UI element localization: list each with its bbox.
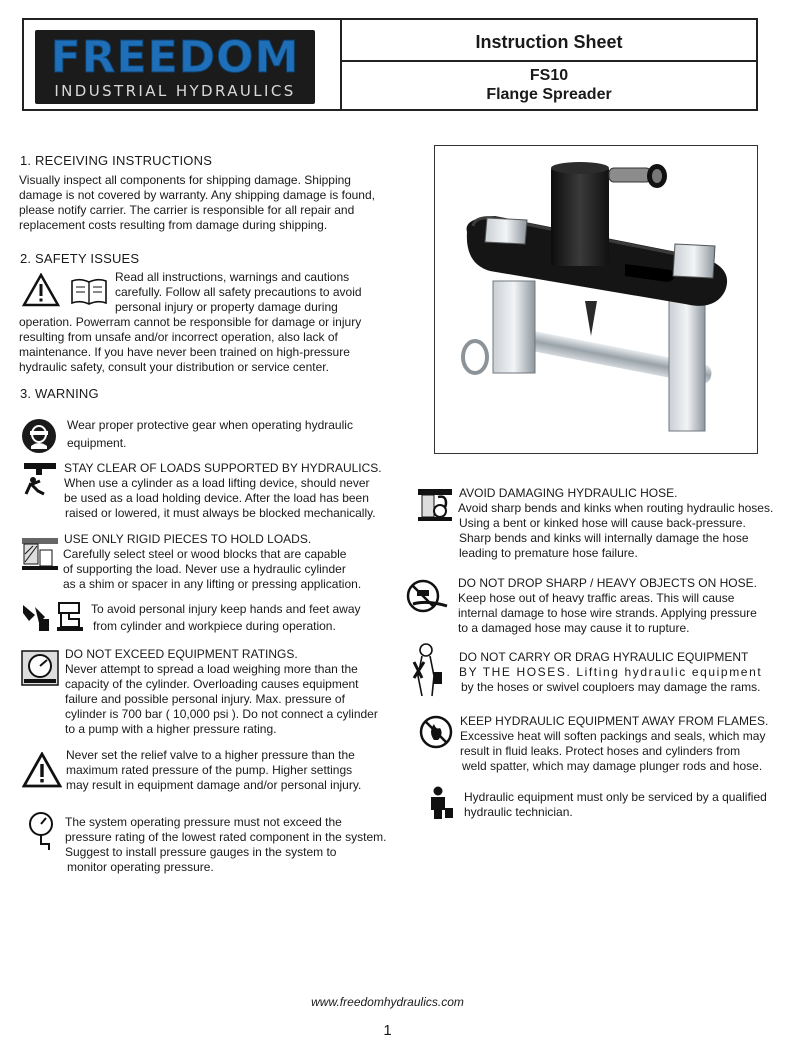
- product-photo: [434, 145, 758, 454]
- text-line: monitor operating pressure.: [67, 860, 214, 874]
- warning-title: USE ONLY RIGID PIECES TO HOLD LOADS.: [64, 532, 312, 546]
- text-line: may result in equipment damage and/or personal injury.: [66, 778, 362, 792]
- text-line: Never set the relief valve to a higher pressure than the: [66, 748, 355, 762]
- text-line: Never attempt to spread a load weighing more than the: [65, 662, 358, 676]
- product-name: Flange Spreader: [486, 86, 612, 103]
- text-line: by the hoses or swivel couploers may damage the rams.: [461, 680, 761, 694]
- page-number: 1: [383, 1022, 392, 1039]
- text-line: maintenance. If you have never been trained on high-pressure: [19, 345, 350, 359]
- receiving-paragraph: [19, 173, 419, 233]
- no-drop-objects-icon: [403, 578, 451, 614]
- text-line: hydraulic technician.: [464, 805, 573, 819]
- text-line: capacity of the cylinder. Overloading causes equipment: [65, 677, 359, 691]
- text-line: carefully. Follow all safety precautions to avoid: [115, 285, 362, 299]
- logo-wordmark: FREEDOM: [50, 32, 300, 83]
- text-line: replacement costs resulting from damage during shipping.: [19, 218, 328, 232]
- safety-paragraph-indented: [115, 270, 375, 315]
- text-line: Keep hose out of heavy traffic areas. This will cause: [458, 591, 735, 605]
- flange-spreader-illustration: [435, 146, 757, 453]
- text-line: to a damaged hose may cause it to rupture.: [458, 621, 690, 635]
- warning-qualified-technician: [464, 790, 794, 820]
- warning-title: DO NOT EXCEED EQUIPMENT RATINGS.: [65, 647, 298, 661]
- manual-book-icon: [70, 277, 108, 305]
- text-line: please notify carrier. The carrier is responsible for all repair and: [19, 203, 355, 217]
- warning-stay-clear: [64, 461, 404, 521]
- text-line: raised or lowered, it must always be blocked mechanically.: [65, 506, 376, 520]
- hand-crush-icon: [21, 599, 85, 633]
- section-heading-warning: 3. WARNING: [20, 386, 99, 401]
- warning-rigid-pieces: [63, 532, 413, 592]
- model-number: FS10: [529, 67, 569, 84]
- warning-title: DO NOT DROP SHARP / HEAVY OBJECTS ON HOSE.: [458, 576, 757, 590]
- company-logo: [35, 30, 315, 104]
- text-line: be used as a load holding device. After the load has been: [64, 491, 369, 505]
- text-line: operation. Powerram cannot be responsible for damage or injury: [19, 315, 362, 329]
- warning-system-pressure: [65, 815, 405, 875]
- warning-carry-hoses: [459, 650, 799, 695]
- text-line: of supporting the load. Never use a hydraulic cylinder: [63, 562, 346, 576]
- falling-load-icon: [22, 461, 58, 497]
- protective-gear-icon: [20, 418, 58, 454]
- footer-website-link[interactable]: www.freedomhydraulics.com: [311, 995, 464, 1009]
- caution-triangle-icon: [22, 752, 62, 788]
- text-line: hydraulic safety, consult your distribution or service center.: [19, 360, 329, 374]
- text-line: cylinder is 700 bar ( 10,000 psi ). Do not connect a cylinder: [65, 707, 378, 721]
- warning-flames: [460, 714, 800, 774]
- section-heading-receiving: 1. RECEIVING INSTRUCTIONS: [20, 153, 213, 168]
- text-line: from cylinder and workpiece during operation.: [93, 619, 336, 633]
- text-line: Excessive heat will soften packings and seals, which may: [460, 729, 766, 743]
- text-line: internal damage to hose wire strands. Applying pressure: [458, 606, 757, 620]
- text-line: equipment.: [67, 436, 127, 450]
- text-line: Suggest to install pressure gauges in the system to: [65, 845, 337, 859]
- technician-icon: [426, 786, 454, 820]
- text-line: resulting from unsafe and/or incorrect operation, also lack of: [19, 330, 338, 344]
- text-line: Visually inspect all components for shipping damage. Shipping: [19, 173, 351, 187]
- safety-paragraph: [19, 315, 419, 375]
- text-line: Sharp bends and kinks will internally damage the hose: [459, 531, 749, 545]
- warning-protective-gear: [67, 416, 417, 452]
- text-line: personal injury or property damage during: [115, 300, 338, 314]
- warning-drop-objects: [458, 576, 798, 636]
- text-line: When use a cylinder as a load lifting device, should never: [64, 476, 370, 490]
- product-title: [340, 66, 758, 104]
- logo-tagline: INDUSTRIAL HYDRAULICS: [54, 82, 296, 100]
- gauge-icon: [27, 810, 55, 854]
- text-line: damage is not covered by warranty. Any shipping damage is found,: [19, 188, 375, 202]
- warning-title: AVOID DAMAGING HYDRAULIC HOSE.: [459, 486, 678, 500]
- text-line: Using a bent or kinked hose will cause back-pressure.: [459, 516, 746, 530]
- text-line: result in fluid leaks. Protect hoses and cylinders from: [460, 744, 741, 758]
- warning-triangle-icon: [22, 273, 60, 307]
- text-line: leading to premature hose failure.: [459, 546, 638, 560]
- text-line: as a shim or spacer in any lifting or pressing application.: [63, 577, 362, 591]
- text-line: To avoid personal injury keep hands and feet away: [91, 602, 361, 616]
- warning-relief-valve: [66, 748, 406, 793]
- no-carry-by-hose-icon: [408, 642, 446, 700]
- warning-hose-damage: [459, 486, 799, 561]
- no-flames-icon: [418, 714, 456, 750]
- text-line: Wear proper protective gear when operating hydraulic: [67, 418, 353, 432]
- warning-equipment-ratings: [65, 647, 415, 737]
- text-line: weld spatter, which may damage plunger rods and hose.: [462, 759, 763, 773]
- text-line: maximum rated pressure of the pump. Higher settings: [66, 763, 353, 777]
- warning-hands-feet: [91, 601, 381, 635]
- rigid-block-icon: [20, 534, 60, 574]
- text-line: Read all instructions, warnings and cautions: [115, 270, 350, 284]
- warning-title: KEEP HYDRAULIC EQUIPMENT AWAY FROM FLAMES.: [460, 714, 769, 728]
- text-line: pressure rating of the lowest rated component in the system.: [65, 830, 387, 844]
- document-title: Instruction Sheet: [475, 32, 623, 52]
- text-line: to a pump with a higher pressure rating.: [65, 722, 277, 736]
- hose-damage-icon: [416, 487, 454, 523]
- section-heading-safety: 2. SAFETY ISSUES: [20, 251, 140, 266]
- header-divider: [340, 60, 758, 62]
- warning-title: DO NOT CARRY OR DRAG HYRAULIC EQUIPMENT: [459, 650, 749, 664]
- text-line: The system operating pressure must not exceed the: [65, 815, 342, 829]
- text-line: Avoid sharp bends and kinks when routing hydraulic hoses.: [458, 501, 774, 515]
- pressure-gauge-ratings-icon: [20, 649, 60, 687]
- text-line: BY THE HOSES. Lifting hydraulic equipment: [459, 665, 763, 679]
- text-line: Carefully select steel or wood blocks that are capable: [63, 547, 347, 561]
- text-line: failure and possible personal injury. Max. pressure of: [65, 692, 345, 706]
- text-line: Hydraulic equipment must only be serviced by a qualified: [464, 790, 767, 804]
- warning-title: STAY CLEAR OF LOADS SUPPORTED BY HYDRAULICS.: [64, 461, 382, 475]
